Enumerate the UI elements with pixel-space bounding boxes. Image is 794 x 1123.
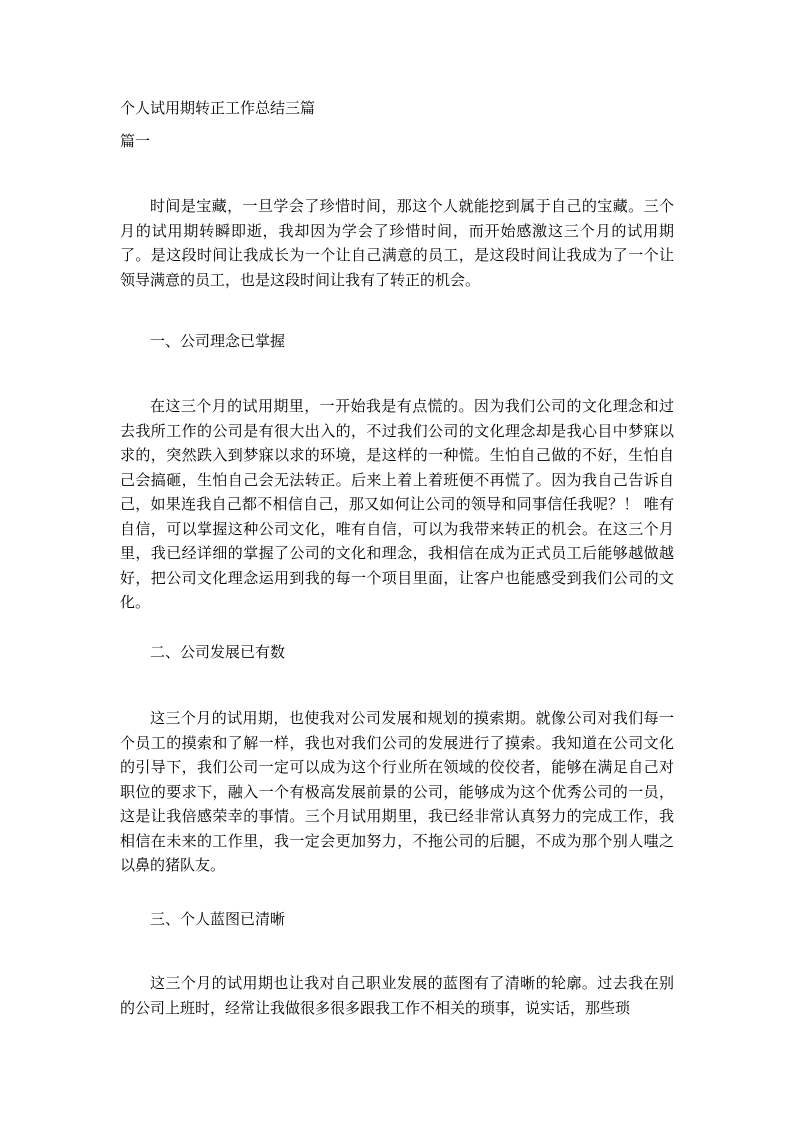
section-body-2: 这三个月的试用期，也使我对公司发展和规划的摸索期。就像公司对我们每一个员工的摸索和了解一样，我也对我们公司的发展进行了摸索。我知道在公司文化的引导下，我们公司一定可以成为这个行业所在领域的佼佼者，能够在满足自己对职位的要求下，融入一个有极高发展前景的公司，能够成为这个优秀公司的一员，这是让我倍感荣幸的事情。三个月试用期里，我已经非常认真努力的完成工作，我相信在未来的工作里，我一定会更加努力，不拖公司的后腿，不成为那个别人嗤之以鼻的猪队友。 — [120, 709, 674, 874]
section-heading-3: 三、个人蓝图已清晰 — [150, 910, 286, 928]
document-subtitle: 篇一 — [120, 132, 151, 150]
section-body-3: 这三个月的试用期也让我对自己职业发展的蓝图有了清晰的轮廓。过去我在别的公司上班时，经常让我做很多很多跟我工作不相关的琐事，说实话，那些琐 — [120, 974, 674, 1017]
section-body-1: 在这三个月的试用期里，一开始我是有点慌的。因为我们公司的文化理念和过去我所工作的公司是有很大出入的，不过我们公司的文化理念却是我心目中梦寐以求的，突然跌入到梦寐以求的环境，是这样的一种慌。生怕自己做的不好，生怕自己会搞砸，生怕自己会无法转正。后来上着上着班便不再慌了。因为我自己告诉自己，如果连我自己都不相信自己，那又如何让公司的领导和同事信任我呢？！ 唯有自信，可以掌握这种公司文化，唯有自信，可以为我带来转正的机会。在这三个月里，我已经详细的掌握了公司的文化和理念，我相信在成为正式员工后能够越做越好，把公司文化理念运用到我的每一个项目里面，让客户也能感受到我们公司的文化。 — [120, 397, 674, 611]
intro-paragraph: 时间是宝藏，一旦学会了珍惜时间，那这个人就能挖到属于自己的宝藏。三个月的试用期转瞬即逝，我却因为学会了珍惜时间，而开始感激这三个月的试用期了。是这段时间让我成长为一个让自己满意的员工，是这段时间让我成为了一个让领导满意的员工，也是这段时间让我有了转正的机会。 — [120, 197, 674, 289]
section-heading-2: 二、公司发展已有数 — [150, 643, 286, 661]
document-title: 个人试用期转正工作总结三篇 — [120, 99, 316, 117]
section-heading-1: 一、公司理念已掌握 — [150, 332, 286, 350]
